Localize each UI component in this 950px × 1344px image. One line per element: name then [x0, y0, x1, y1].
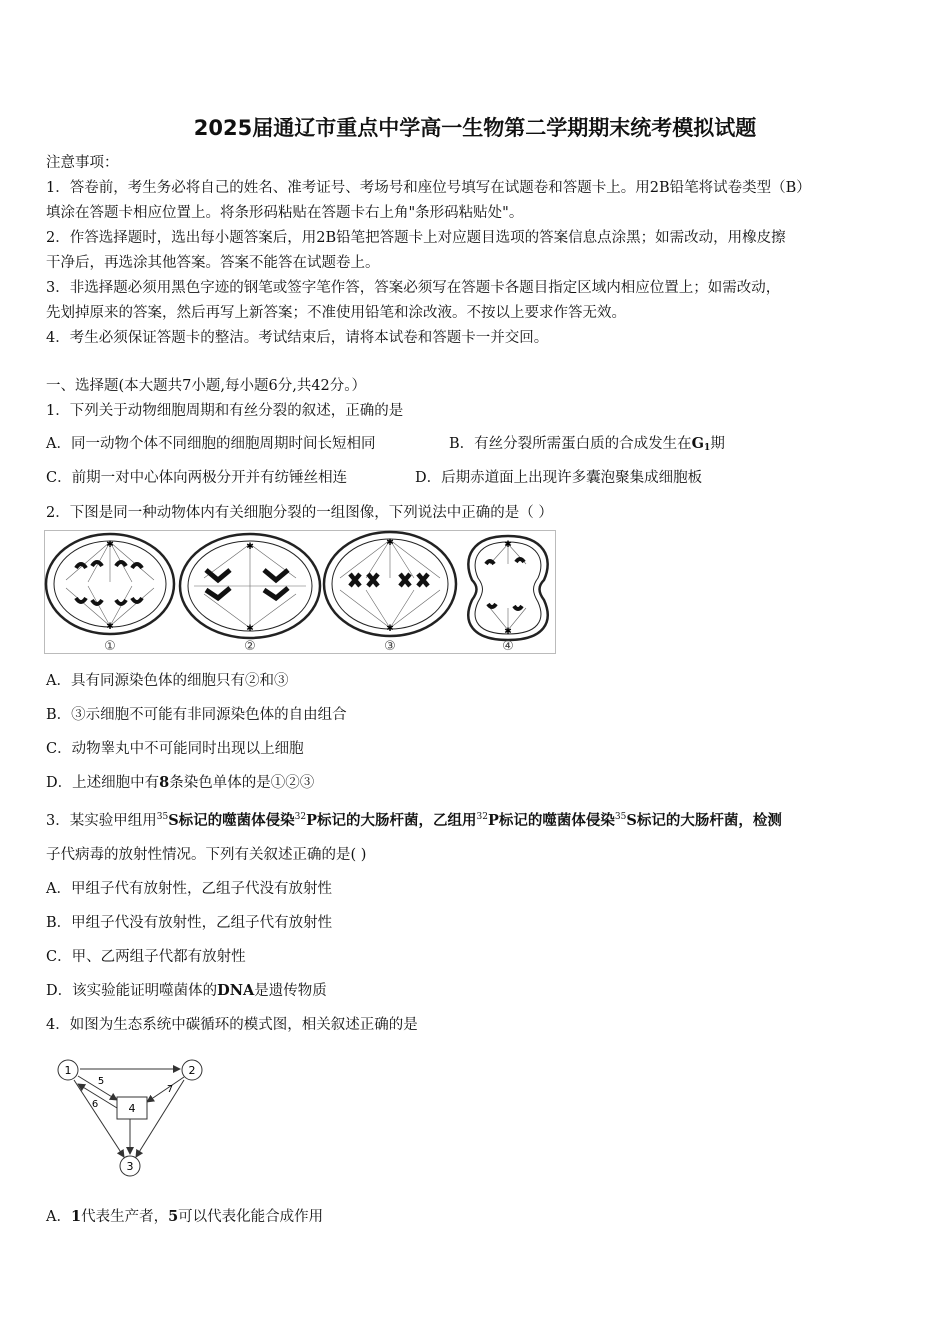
- q1-option-b: B．有丝分裂所需蛋白质的合成发生在$G_1$期: [449, 435, 725, 453]
- carbon-cycle-diagram: [44, 1044, 216, 1184]
- q4-option-a: A．1代表生产者，5可以代表化能合成作用: [46, 1208, 324, 1225]
- q2-option-b: B．③示细胞不可能有非同源染色体的自由组合: [46, 707, 347, 723]
- q1-stem: 1．下列关于动物细胞周期和有丝分裂的叙述，正确的是: [46, 403, 404, 419]
- section-heading: 一、选择题(本大题共7小题,每小题6分,共42分。）: [46, 378, 367, 394]
- figure-label-2: ②: [244, 639, 256, 654]
- q1-option-d: D．后期赤道面上出现许多囊泡聚集成细胞板: [415, 470, 703, 486]
- q1-option-c: C．前期一对中心体向两极分开并有纺锤丝相连: [46, 470, 348, 486]
- note-line: 填涂在答题卡相应位置上。将条形码粘贴在答题卡右上角"条形码粘贴处"。: [46, 205, 524, 221]
- arrow-label-5: 5: [97, 1076, 105, 1087]
- svg-text:✱: ✱: [504, 540, 512, 550]
- cell-2-diagram: [180, 534, 320, 638]
- svg-text:✱: ✱: [246, 624, 254, 634]
- exam-title: 2025届通辽市重点中学高一生物第二学期期末统考模拟试题: [193, 116, 757, 140]
- q2-option-a: A．具有同源染色体的细胞只有②和③: [46, 673, 289, 689]
- q2-option-c: C．动物睾丸中不可能同时出现以上细胞: [46, 741, 304, 757]
- q4-stem: 4．如图为生态系统中碳循环的模式图，相关叙述正确的是: [46, 1017, 418, 1033]
- node-2: 2: [188, 1064, 196, 1077]
- q3-option-c: C．甲、乙两组子代都有放射性: [46, 949, 246, 965]
- note-line: 4．考生必须保证答题卡的整洁。考试结束后，请将本试卷和答题卡一并交回。: [46, 330, 549, 346]
- figure-label-4: ④: [502, 639, 514, 654]
- q1-option-a: A．同一动物个体不同细胞的细胞周期时间长短相同: [46, 436, 376, 452]
- node-1: 1: [64, 1064, 72, 1077]
- q2-stem: 2．下图是同一种动物体内有关细胞分裂的一组图像，下列说法中正确的是（ ）: [46, 505, 553, 521]
- cell-division-figure: [44, 530, 556, 654]
- note-line: 干净后，再选涂其他答案。答案不能答在试题卷上。: [46, 255, 380, 271]
- svg-text:✱: ✱: [246, 542, 254, 552]
- q2-option-d: D．上述细胞中有8条染色单体的是①②③: [46, 774, 315, 791]
- svg-text:✱: ✱: [386, 538, 394, 548]
- notes-heading: 注意事项：: [46, 155, 119, 171]
- svg-text:✱: ✱: [504, 627, 512, 637]
- node-4: 4: [128, 1102, 136, 1115]
- svg-text:✱: ✱: [386, 624, 394, 634]
- figure-label-3: ③: [384, 639, 396, 654]
- note-line: 3．非选择题必须用黑色字迹的钢笔或签字笔作答，答案必须写在答题卡各题目指定区域内相应位置上；如需改动，: [46, 280, 781, 296]
- note-line: 1．答卷前，考生务必将自己的姓名、准考证号、考场号和座位号填写在试题卷和答题卡上。用2B铅笔将试卷类型（B）: [46, 180, 811, 196]
- q3-option-a: A．甲组子代有放射性，乙组子代没有放射性: [46, 881, 332, 897]
- q3-option-b: B．甲组子代没有放射性，乙组子代有放射性: [46, 915, 333, 931]
- svg-text:✱: ✱: [106, 622, 114, 632]
- q3-stem-line1: 3．某实验甲组用$^{35}$S标记的噬菌体侵染$^{32}$P标记的大肠杆菌，乙组用$^{32}$P标记的噬菌体侵染$^{35}$S标记的大肠杆菌，检测: [46, 812, 782, 829]
- node-3: 3: [126, 1160, 134, 1173]
- arrow-label-7: 7: [166, 1084, 174, 1095]
- arrow-label-6: 6: [91, 1099, 99, 1110]
- note-line: 先划掉原来的答案，然后再写上新答案；不准使用铅笔和涂改液。不按以上要求作答无效。: [46, 305, 626, 321]
- note-line: 2．作答选择题时，选出每小题答案后，用2B铅笔把答题卡上对应题目选项的答案信息点涂黑；如需改动，用橡皮擦: [46, 230, 786, 246]
- svg-text:✱: ✱: [106, 540, 114, 550]
- figure-label-1: ①: [104, 639, 116, 654]
- q3-option-d: D．该实验能证明噬菌体的DNA是遗传物质: [46, 982, 327, 999]
- q3-stem-line2: 子代病毒的放射性情况。下列有关叙述正确的是( ): [46, 847, 367, 863]
